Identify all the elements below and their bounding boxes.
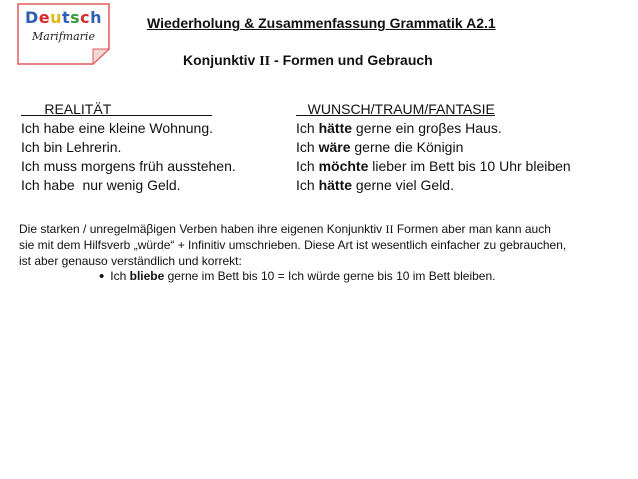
wish-row-post: lieber im Bett bis 10 Uhr bleiben bbox=[368, 158, 571, 174]
logo-letter: s bbox=[70, 8, 81, 27]
wish-row bbox=[296, 138, 571, 157]
page-subtitle bbox=[183, 52, 433, 70]
bullet-verb: bliebe bbox=[129, 269, 165, 283]
reality-column bbox=[21, 100, 236, 195]
paragraph-line: sie mit dem Hilfsverb „würde“ + Infinitiv umschrieben. Diese Art ist wesentlich einfacher zu gebrauchen, bbox=[19, 238, 567, 252]
subtitle-roman: II bbox=[259, 54, 271, 69]
wish-row-verb: wäre bbox=[318, 139, 351, 155]
subtitle-text: Konjunktiv bbox=[183, 52, 260, 68]
wish-row-pre: Ich bbox=[296, 177, 319, 193]
wish-row-verb: möchte bbox=[318, 158, 369, 174]
example-bullet bbox=[99, 268, 495, 285]
logo-word bbox=[17, 8, 110, 27]
wish-row-post: gerne die Königin bbox=[350, 139, 464, 155]
reality-row: Ich habe nur wenig Geld. bbox=[21, 177, 181, 193]
wish-row-post: gerne ein groβes Haus. bbox=[352, 120, 502, 136]
page-title: Wiederholung & Zusammenfassung Grammatik A2.1 bbox=[147, 15, 496, 31]
wish-header: WUNSCH/TRAUM/FANTASIE bbox=[296, 101, 495, 117]
wish-row-pre: Ich bbox=[296, 120, 319, 136]
paragraph-line bbox=[19, 221, 619, 237]
logo-letter: t bbox=[61, 8, 71, 27]
wish-row-verb: hätte bbox=[318, 177, 353, 193]
paragraph-text: Die starken / unregelmäβigen Verben haben ihre eigenen Konjunktiv bbox=[19, 222, 386, 236]
bullet-post: gerne im Bett bis 10 = Ich würde gerne bis 10 im Bett bleiben. bbox=[164, 269, 496, 283]
logo-signature: Marifmarie bbox=[32, 30, 95, 43]
wish-row-pre: Ich bbox=[296, 158, 319, 174]
reality-row: Ich muss morgens früh ausstehen. bbox=[21, 158, 236, 174]
logo-letter: u bbox=[50, 8, 62, 27]
wish-column bbox=[296, 100, 571, 195]
bullet-dot-icon: • bbox=[99, 268, 105, 285]
wish-row-post: gerne viel Geld. bbox=[352, 177, 454, 193]
reality-header: REALITÄT bbox=[21, 101, 213, 117]
wish-row-verb: hätte bbox=[318, 120, 353, 136]
logo-letter: c bbox=[80, 8, 91, 27]
wish-row bbox=[296, 157, 571, 176]
wish-row bbox=[296, 119, 571, 138]
wish-row bbox=[296, 176, 571, 195]
reality-row: Ich habe eine kleine Wohnung. bbox=[21, 120, 213, 136]
explanation-paragraph bbox=[19, 221, 619, 269]
logo-letter: h bbox=[90, 8, 103, 27]
wish-row-pre: Ich bbox=[296, 139, 319, 155]
paragraph-line: ist aber genauso verständlich und korrekt: bbox=[19, 254, 242, 268]
bullet-pre: Ich bbox=[110, 269, 130, 283]
logo-letter: e bbox=[38, 8, 51, 27]
reality-row: Ich bin Lehrerin. bbox=[21, 139, 122, 155]
paragraph-roman: II bbox=[385, 222, 394, 236]
logo-letter: D bbox=[24, 8, 39, 27]
paragraph-text-end: Formen aber man kann auch bbox=[393, 222, 551, 236]
deutsch-logo bbox=[17, 3, 110, 65]
subtitle-text-end: - Formen und Gebrauch bbox=[270, 52, 433, 68]
